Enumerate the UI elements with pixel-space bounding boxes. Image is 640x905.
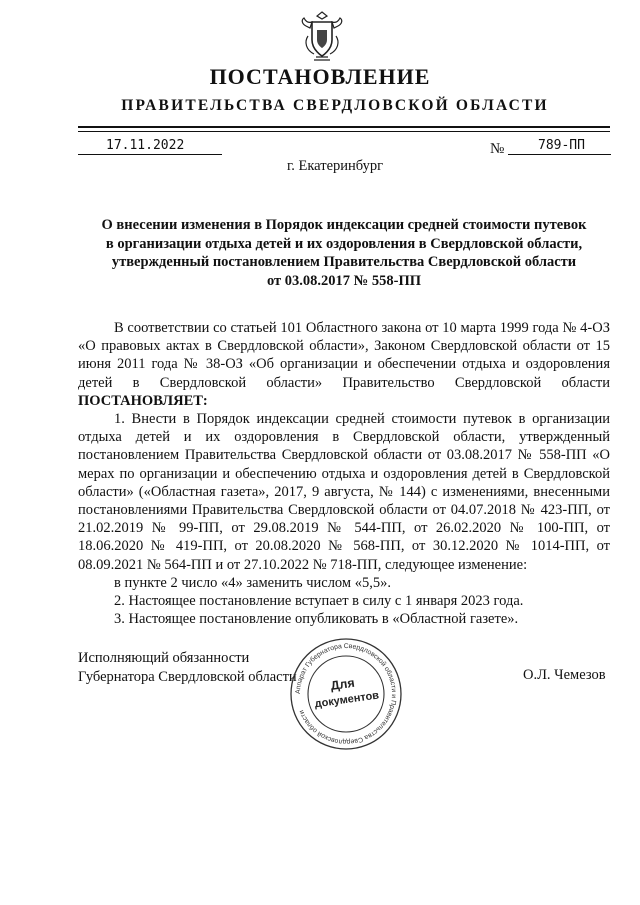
stamp-ring-text: Аппарат Губернатора Свердловской области и Правительства Свердловской области bbox=[294, 642, 398, 746]
decree-word: ПОСТАНОВЛЯЕТ: bbox=[78, 392, 208, 409]
coat-of-arms-icon bbox=[300, 10, 344, 62]
item-1-change: в пункте 2 число «4» заменить числом «5,5». bbox=[114, 574, 391, 591]
number-label: № bbox=[490, 141, 505, 157]
signer-position bbox=[78, 649, 297, 686]
city: г. Екатеринбург bbox=[286, 158, 384, 174]
official-stamp bbox=[288, 636, 404, 752]
document-heading bbox=[78, 216, 610, 290]
signer-position-line: Исполняющий обязанности bbox=[78, 650, 250, 666]
document-date: 17.11.2022 bbox=[78, 138, 222, 155]
heading-line: в организации отдыха детей и их оздоровления в Свердловской области, bbox=[105, 235, 583, 252]
stamp-center-line: документов bbox=[313, 689, 380, 711]
heading-line: утвержденный постановлением Правительства Свердловской области bbox=[111, 254, 577, 270]
document-number: 789-ПП bbox=[508, 138, 611, 155]
document-body bbox=[78, 319, 610, 628]
heading-line: О внесении изменения в Порядок индексации средней стоимости путевок bbox=[101, 217, 587, 233]
header-rule-thin bbox=[78, 131, 610, 132]
stamp-center-line: Для bbox=[329, 675, 356, 693]
heading-line: от 03.08.2017 № 558-ПП bbox=[266, 272, 421, 289]
signer-position-line: Губернатора Свердловской области bbox=[78, 668, 297, 685]
signer-name: О.Л. Чемезов bbox=[523, 667, 606, 683]
document-subtitle: ПРАВИТЕЛЬСТВА СВЕРДЛОВСКОЙ ОБЛАСТИ bbox=[121, 97, 549, 114]
item-1: 1. Внести в Порядок индексации средней стоимости путевок в организации отдыха детей и их оздоровления в Свердловской области, утвержденный постановлением Правительства Свердловской области от 03.08.2017 № 558-ПП «О мерах по организации и обеспечению отдыха и оздоровления детей в Свердловской области» («Областная газета», 2017, 9 августа, № 144) с изменениями, внесенными постановлениями Правительства Свердловской области от 04.07.2018 № 423-ПП, от 21.02.2019 № 99-ПП, от 29.08.2019 № 544-ПП, от 26.02.2020 № 100-ПП, от 18.06.2020 № 419-ПП, от 20.08.2020 № 568-ПП, от 30.12.2020 № 1014-ПП, от 08.09.2021 № 564-ПП и от 27.10.2022 № 718-ПП, следующее изменение: bbox=[78, 411, 610, 573]
header-rule-thick bbox=[78, 126, 610, 128]
item-3: 3. Настоящее постановление опубликовать в «Областной газете». bbox=[114, 611, 519, 628]
document-title: ПОСТАНОВЛЕНИЕ bbox=[209, 64, 431, 89]
preamble: В соответствии со статьей 101 Областного закона от 10 марта 1999 года № 4-ОЗ «О правовых актах в Свердловской области», Законом Свердловской области от 15 июня 2011 года № 38-ОЗ «Об организации и обеспечении отдыха и оздоровления детей в Свердловской области» Правительство Свердловской области bbox=[78, 320, 610, 391]
item-2: 2. Настоящее постановление вступает в силу с 1 января 2023 года. bbox=[114, 593, 524, 610]
